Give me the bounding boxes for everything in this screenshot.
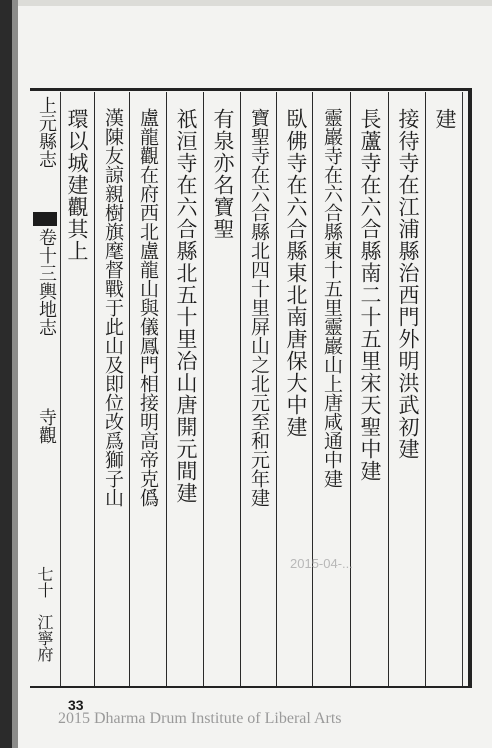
frame-right-border: [468, 88, 472, 688]
text-column: 靈巖寺在六合縣東十五里靈巖山上唐咸通中建: [321, 108, 343, 488]
text-column: 臥佛寺在六合縣東北南唐保大中建: [284, 108, 308, 438]
text-column: 環以城建觀其上: [65, 108, 89, 262]
date-stamp: 2015-04-...: [290, 556, 353, 571]
folio-number: 33: [68, 697, 84, 713]
section-title: 寺觀: [36, 408, 57, 444]
watermark-text: 2015 Dharma Drum Institute of Liberal Arts: [58, 710, 342, 727]
column-divider: [350, 92, 351, 686]
text-column: 漢陳友諒親樹旗麾督戰于此山及即位改爲獅子山: [102, 108, 124, 507]
book-title: 上元縣志: [36, 96, 57, 168]
column-divider: [425, 92, 426, 686]
text-column: 建: [433, 108, 457, 130]
column-divider: [129, 92, 130, 686]
text-column: 祇洹寺在六合縣北五十里冶山唐開元間建: [174, 108, 198, 504]
binding-shadow: [0, 0, 12, 748]
text-column: 盧龍觀在府西北盧龍山與儀鳳門相接明高帝克僞: [137, 108, 159, 507]
column-divider: [203, 92, 204, 686]
publisher-label: 江寧府: [35, 614, 54, 662]
page-top-edge: [0, 0, 492, 6]
text-column: 寶聖寺在六合縣北四十里屏山之北元至和元年建: [248, 108, 270, 507]
fishtail-mark: [33, 212, 57, 226]
frame-right-inner-border: [462, 92, 463, 688]
page-label: 七十: [35, 566, 54, 598]
column-divider: [276, 92, 277, 686]
column-divider: [388, 92, 389, 686]
column-divider: [94, 92, 95, 686]
binding-edge: [12, 0, 18, 748]
text-column: 接待寺在江浦縣治西門外明洪武初建: [396, 108, 420, 460]
frame-top-border: [30, 88, 472, 91]
text-column: 有泉亦名寶聖: [211, 108, 235, 240]
text-column: 長蘆寺在六合縣南二十五里宋天聖中建: [358, 108, 382, 482]
frame-bottom-border: [30, 686, 472, 688]
column-divider: [312, 92, 313, 686]
column-divider: [240, 92, 241, 686]
column-divider: [166, 92, 167, 686]
chapter-title: 卷十三輿地志: [36, 228, 57, 336]
